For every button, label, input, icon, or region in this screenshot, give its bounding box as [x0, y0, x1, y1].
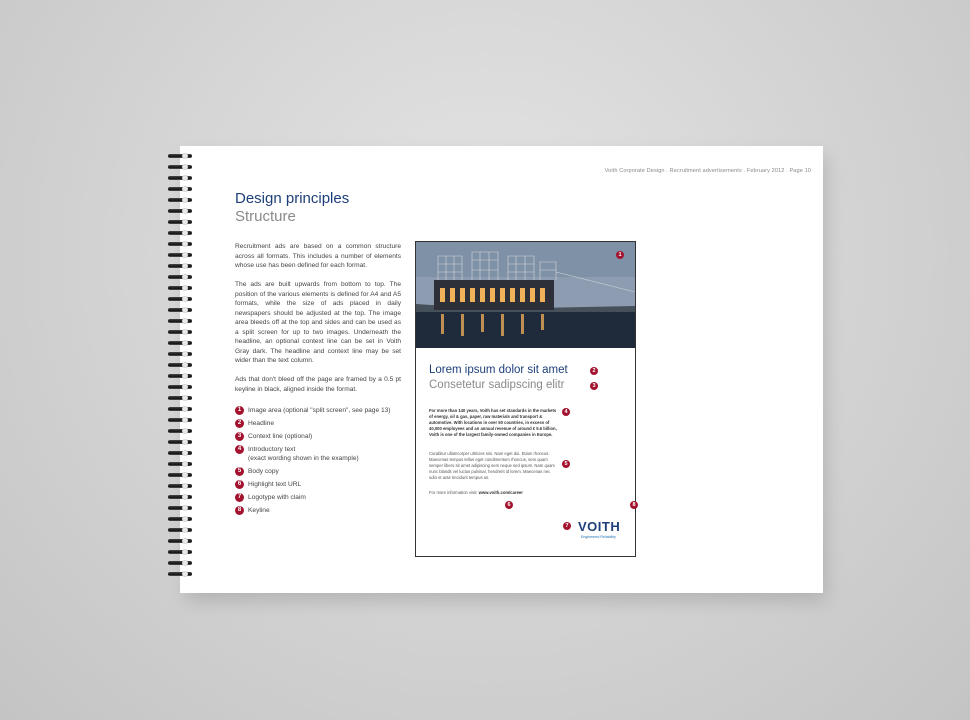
number-badge: 6 [235, 480, 244, 489]
page-header: Voith Corporate Design . Recruitment advertisements . February 2012 . Page 10 [604, 168, 811, 174]
legend-list [235, 406, 405, 519]
ad-body-copy: Curabitur ullamcorper ultricies nisi. Nam eget dui. Etiam rhoncus. Maecenas tempus tellus eget condimentum rhoncus, sem quam semper libero sit amet adipiscing sem neque sed ipsum. Nam quam nunc blandit vel luctus pulvinar, hendrerit id lorem. Maecenas nec odio et ante tincidunt tempus us. [429, 451, 555, 480]
legend-label: Headline [248, 420, 275, 427]
logo-claim: Engineered Reliability [581, 535, 616, 539]
legend-label: Introductory text [248, 446, 296, 453]
paragraph: The ads are built upwards from bottom to top. The position of the various elements is defined for A4 and A5 formats, while the size of ads placed in daily newspapers should be adjusted at the top. The image area bleeds off at the top and sides and can be used as a split screen for up to two images. Underneath the headline, an optional context line can be set in Voith Gray dark. The headline and context line may be set wider than the text column. [235, 281, 401, 364]
body-text [235, 242, 401, 404]
legend-item [235, 480, 405, 489]
number-badge: 5 [235, 467, 244, 476]
legend-sublabel: (exact wording shown in the example) [248, 455, 359, 462]
marker-8: 8 [630, 501, 638, 509]
legend-label: Highlight text URL [248, 481, 302, 488]
legend-item [235, 493, 405, 502]
spiral-binding [168, 152, 196, 592]
marker-5: 5 [562, 460, 570, 468]
number-badge: 2 [235, 419, 244, 428]
marker-7: 7 [563, 522, 571, 530]
legend-item [235, 445, 405, 463]
legend-item [235, 506, 405, 515]
legend-item [235, 419, 405, 428]
page-subtitle: Structure [235, 208, 296, 225]
number-badge: 8 [235, 506, 244, 515]
ad-url: www.voith.com/career [478, 490, 523, 495]
ad-headline: Lorem ipsum dolor sit amet [429, 364, 568, 376]
legend-label: Logotype with claim [248, 494, 306, 501]
marker-4: 4 [562, 408, 570, 416]
legend-label: Image area (optional "split screen", see page 13) [248, 407, 391, 414]
number-badge: 4 [235, 445, 244, 454]
spiral-notebook [180, 146, 823, 593]
legend-label: Body copy [248, 468, 279, 475]
paragraph: Recruitment ads are based on a common structure across all formats. This includes a number of elements whose use has been defined for each format. [235, 243, 401, 269]
legend-item [235, 432, 405, 441]
marker-3: 3 [590, 382, 598, 390]
ad-context-line: Consetetur sadipscing elitr [429, 379, 565, 391]
ad-url-line [429, 490, 523, 495]
legend-label: Context line (optional) [248, 433, 313, 440]
marker-6: 6 [505, 501, 513, 509]
marker-1: 1 [616, 251, 624, 259]
legend-item [235, 467, 405, 476]
legend-label: Keyline [248, 507, 270, 514]
page [180, 146, 823, 593]
number-badge: 3 [235, 432, 244, 441]
voith-logo: VOITH [578, 519, 621, 534]
ad-image [416, 242, 635, 348]
ad-intro-text: For more than 140 years, Voith has set standards in the markets of energy, oil & gas, paper, raw materials and transport & automotive. With locations in over 50 countries, in excess of 40,000 employees and an annual revenue of around € 5.6 billion, Voith is one of the largest family-owned companies in Europe. [429, 408, 557, 437]
marker-2: 2 [590, 367, 598, 375]
ad-example [415, 241, 636, 557]
page-title: Design principles [235, 190, 350, 207]
legend-item [235, 406, 405, 415]
number-badge: 7 [235, 493, 244, 502]
power-station-photo [416, 242, 635, 348]
paragraph: Ads that don't bleed off the page are framed by a 0.5 pt keyline in black, aligned inside the format. [235, 376, 401, 393]
ad-url-prefix: For more information visit: [429, 490, 478, 495]
number-badge: 1 [235, 406, 244, 415]
